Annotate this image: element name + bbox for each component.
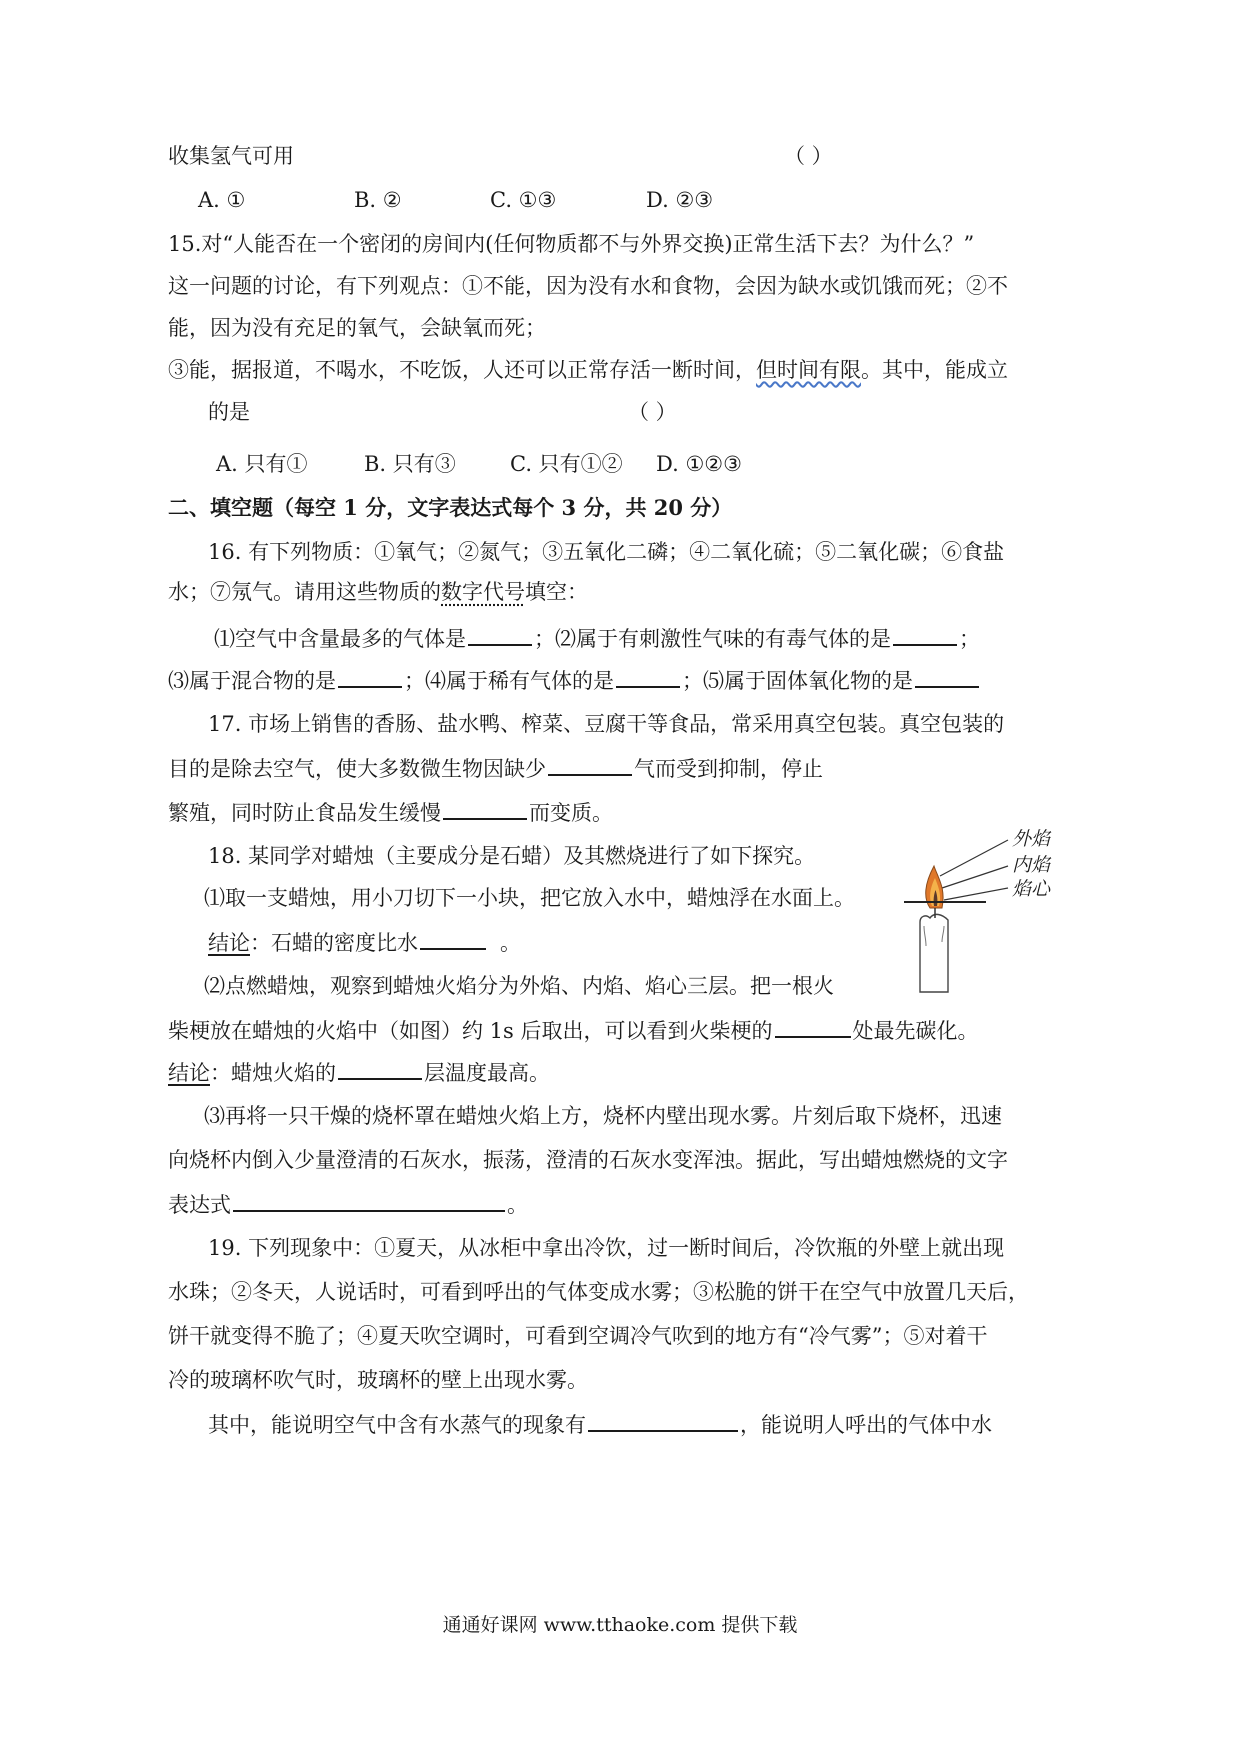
q17-line3-b: 而变质。 [529, 801, 613, 825]
q18-blank-2[interactable] [775, 1016, 851, 1038]
q15-line4-c: 。其中，能成立 [861, 358, 1008, 382]
q18-line1: 18. 某同学对蜡烛（主要成分是石蜡）及其燃烧进行了如下探究。 [208, 844, 816, 868]
q15-line4-a: ③能，据报道，不喝水，不吃饭，人还可以正常存活一断时间， [168, 358, 756, 382]
q17-line2-a: 目的是除去空气，使大多数微生物因缺少 [168, 757, 546, 781]
q19-line5-b: ，能说明人呼出的气体中水 [740, 1413, 992, 1437]
q18-step1: ⑴取一支蜡烛，用小刀切下一小块，把它放入水中，蜡烛浮在水面上。 [204, 886, 855, 910]
q16-line2 [168, 578, 588, 606]
q18-step3-line3-a: 表达式 [168, 1193, 231, 1217]
q16-blank-1[interactable] [468, 624, 532, 646]
q19-line5 [208, 1410, 992, 1439]
candle-illustration [900, 826, 1060, 1006]
q18-step2-line2-b: 处最先碳化。 [852, 1019, 979, 1043]
q18-conclusion2-label: 结论 [168, 1061, 210, 1085]
q18-conclusion1-end: 。 [500, 931, 521, 955]
q16-blank-4[interactable] [616, 666, 680, 688]
q18-conclusion1 [208, 928, 521, 957]
q15-option-d: D. ①②③ [656, 452, 742, 476]
q16-blank-2[interactable] [893, 624, 957, 646]
q14-answer-paren: （ ） [784, 144, 833, 168]
q18-conclusion1-text: ：石蜡的密度比水 [250, 931, 418, 955]
q19-blank-1[interactable] [588, 1410, 738, 1432]
q17-line1: 17. 市场上销售的香肠、盐水鸭、榨菜、豆腐干等食品，常采用真空包装。真空包装的 [208, 712, 1005, 736]
q14-option-a: A. ① [198, 188, 246, 212]
q18-step3-line2: 向烧杯内倒入少量澄清的石灰水，振荡，澄清的石灰水变浑浊。据此，写出蜡烛燃烧的文字 [168, 1148, 1008, 1172]
q15-line5: 的是 [208, 400, 250, 424]
q19-line5-a: 其中，能说明空气中含有水蒸气的现象有 [208, 1413, 586, 1437]
q16-part2: ；⑵属于有刺激性气味的有毒气体的是 [534, 627, 891, 651]
q17-line2 [168, 754, 823, 783]
label-inner-flame: 内焰 [1012, 854, 1051, 876]
q17-blank-2[interactable] [443, 798, 527, 820]
q15-line4-emphasis: 但时间有限 [756, 358, 861, 382]
q16-line2-a: 水；⑦氖气。请用这些物质的 [168, 580, 441, 604]
q16-parts-row1 [214, 624, 980, 653]
q16-blank-5[interactable] [915, 666, 979, 688]
q16-part4: ；⑷属于稀有气体的是 [404, 669, 614, 693]
q18-conclusion2-text: ：蜡烛火焰的 [210, 1061, 336, 1085]
q18-step2-line2 [168, 1016, 979, 1045]
q18-blank-1[interactable] [420, 928, 486, 950]
q18-blank-4[interactable] [233, 1190, 505, 1212]
q15-line2: 这一问题的讨论，有下列观点：①不能，因为没有水和食物，会因为缺水或饥饿而死；②不 [168, 274, 1008, 298]
section-title: 二、填空题（每空 1 分，文字表达式每个 3 分，共 20 分） [168, 495, 733, 520]
q15-line4 [168, 356, 1008, 384]
q16-line2-c: 填空： [525, 580, 588, 604]
q14-text: 收集氢气可用 [168, 144, 294, 168]
q15-line3: 能，因为没有充足的氧气，会缺氧而死； [168, 316, 546, 340]
q14-option-d: D. ②③ [646, 188, 714, 212]
candle-flame-figure [900, 826, 1060, 1006]
q19-line2: 水珠；②冬天，人说话时，可看到呼出的气体变成水雾；③松脆的饼干在空气中放置几天后， [168, 1280, 1029, 1304]
label-outer-flame: 外焰 [1012, 828, 1051, 850]
q17-line3-a: 繁殖，同时防止食品发生缓慢 [168, 801, 441, 825]
q17-blank-1[interactable] [548, 754, 632, 776]
q18-step3-line3 [168, 1190, 528, 1219]
q15-line1: 15.对“人能否在一个密闭的房间内(任何物质都不与外界交换)正常生活下去？为什么？” [168, 232, 975, 256]
q17-line2-b: 气而受到抑制，停止 [634, 757, 823, 781]
q18-step2-line2-a: 柴梗放在蜡烛的火焰中（如图）约 1s 后取出，可以看到火柴梗的 [168, 1019, 773, 1043]
q16-part5: ；⑸属于固体氧化物的是 [682, 669, 913, 693]
q19-line3: 饼干就变得不脆了；④夏天吹空调时，可看到空调冷气吹到的地方有“冷气雾”；⑤对着干 [168, 1324, 988, 1348]
q15-option-b: B. 只有③ [364, 452, 456, 476]
q18-step2-line1: ⑵点燃蜡烛，观察到蜡烛火焰分为外焰、内焰、焰心三层。把一根火 [204, 974, 834, 998]
page-footer: 通通好课网 www.tthaoke.com 提供下载 [442, 1614, 798, 1636]
q16-line2-emphasis: 数字代号 [441, 580, 525, 604]
q16-parts-row2 [168, 666, 981, 695]
q14-option-c: C. ①③ [490, 188, 557, 212]
q18-conclusion1-label: 结论 [208, 931, 250, 955]
q15-answer-paren: （ ） [628, 400, 677, 424]
q15-option-c: C. 只有①② [510, 452, 623, 476]
q18-blank-3[interactable] [338, 1058, 422, 1080]
q17-line3 [168, 798, 613, 827]
q16-part3: ⑶属于混合物的是 [168, 669, 336, 693]
q19-line4: 冷的玻璃杯吹气时，玻璃杯的壁上出现水雾。 [168, 1368, 588, 1392]
label-flame-core: 焰心 [1012, 878, 1051, 900]
q16-blank-3[interactable] [338, 666, 402, 688]
q19-line1: 19. 下列现象中：①夏天，从冰柜中拿出冷饮，过一断时间后，冷饮瓶的外壁上就出现 [208, 1236, 1005, 1260]
q18-step3-line3-b: 。 [507, 1193, 528, 1217]
q15-option-a: A. 只有① [216, 452, 308, 476]
q18-conclusion2-end: 层温度最高。 [424, 1061, 550, 1085]
q14-option-b: B. ② [354, 188, 402, 212]
q16-line1: 16. 有下列物质：①氧气；②氮气；③五氧化二磷；④二氧化硫；⑤二氧化碳；⑥食盐 [208, 540, 1005, 564]
q16-part1: ⑴空气中含量最多的气体是 [214, 627, 466, 651]
q16-part2-end: ； [959, 627, 980, 651]
q18-conclusion2 [168, 1058, 550, 1087]
q18-step3-line1: ⑶再将一只干燥的烧杯罩在蜡烛火焰上方，烧杯内壁出现水雾。片刻后取下烧杯，迅速 [204, 1104, 1002, 1128]
